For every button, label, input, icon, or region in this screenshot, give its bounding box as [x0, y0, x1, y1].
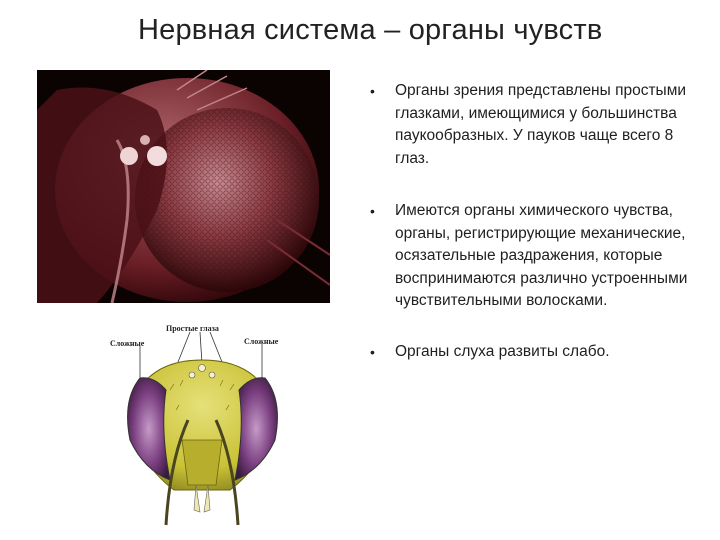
bullet-item — [368, 200, 698, 313]
bullet-text: Органы зрения представлены простыми глазками, имеющимися у большинства паукообразных. У пауков чаще всего 8 глаз. — [395, 82, 687, 167]
label-compound-eyes-right: Сложные — [244, 337, 279, 346]
bullet-item — [368, 80, 698, 170]
fly-eye-photo — [37, 70, 330, 303]
bullet-text: Имеются органы химического чувства, органы, регистрирующие механические, осязательные раздражения, которые воспринимаются различно устроенными чувствительными волосками. — [395, 202, 688, 309]
label-simple-eyes: Простые глаза — [166, 324, 219, 333]
bullet-item — [368, 341, 698, 364]
slide-title: Нервная система – органы чувств — [138, 14, 603, 46]
label-compound-eyes-left: Сложные — [110, 339, 145, 348]
insect-head-diagram — [110, 320, 295, 532]
bullet-list — [368, 80, 698, 363]
bullet-dot: • — [370, 83, 375, 99]
bullet-text: Органы слуха развиты слабо. — [395, 342, 610, 360]
bullet-dot: • — [370, 343, 375, 360]
bullet-dot: • — [370, 203, 375, 219]
